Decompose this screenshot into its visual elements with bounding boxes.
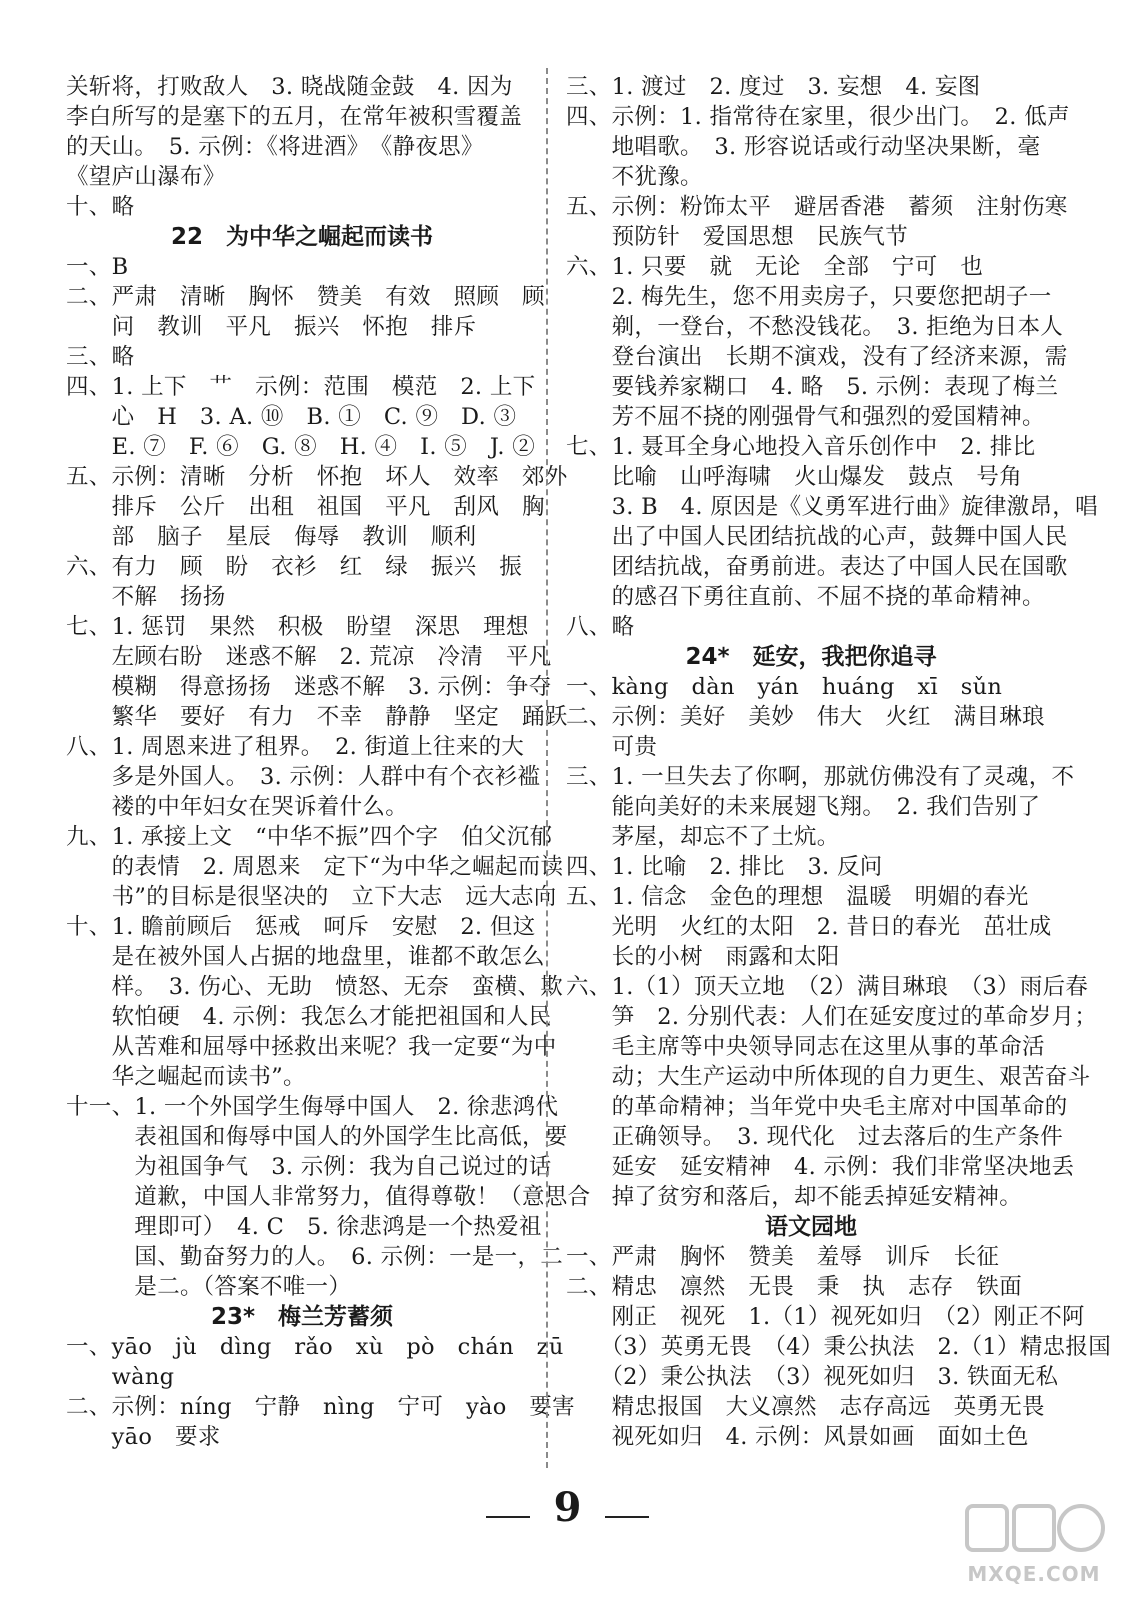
answer-line: 毛主席等中央领导同志在这里从事的革命活 [566,1034,1045,1060]
answer-line: 不犹豫。 [566,164,703,190]
answer-line: 模糊 得意扬扬 迷惑不解 3. 示例：争夺 [66,674,552,700]
answer-line: 八、1. 周恩来进了租界。 2. 街道上往来的大 [66,734,525,760]
answer-line: 六、1.（1）顶天立地 （2）满目琳琅 （3）雨后春 [566,974,1089,1000]
answer-line: 表祖国和侮辱中国人的外国学生比高低，要 [66,1124,568,1150]
section-heading: 语文园地 [765,1214,857,1240]
watermark-logo-icon [959,1500,1109,1562]
answer-line: （2）秉公执法 （3）视死如归 3. 铁面无私 [566,1364,1059,1390]
answer-line: 光明 火红的太阳 2. 昔日的春光 茁壮成 [566,914,1052,940]
answer-line: 2. 梅先生，您不用卖房子，只要您把胡子一 [566,284,1052,310]
answer-line: 九、1. 承接上文 “中华不振”四个字 伯父沉郁 [66,824,553,850]
answer-line: 视死如归 4. 示例：风景如画 面如土色 [566,1424,1029,1450]
answer-line: 软怕硬 4. 示例：我怎么才能把祖国和人民 [66,1004,552,1030]
answer-line: 为祖国争气 3. 示例：我为自己说过的话 [66,1154,552,1180]
answer-line: 十、1. 瞻前顾后 惩戒 呵斥 安慰 2. 但这 [66,914,536,940]
answer-line: 预防针 爱国思想 民族气节 [566,224,909,250]
answer-line: 样。 3. 伤心、无助 愤怒、无奈 蛮横、欺 [66,974,564,1000]
answer-line: 心 H 3. A. ⑩ B. ① C. ⑨ D. ③ [66,404,517,430]
answer-line: 书”的目标是很坚决的 立下大志 远大志向 [66,884,557,910]
answer-line: 能向美好的未来展翅飞翔。 2. 我们告别了 [566,794,1041,820]
answer-line: 华之崛起而读书”。 [66,1064,306,1090]
answer-line: 问 教训 平凡 振兴 怀抱 排斥 [66,314,477,340]
answer-line: yāo 要求 [66,1424,221,1450]
answer-line: 登台演出 长期不演戏，没有了经济来源，需 [566,344,1068,370]
answer-line: 部 脑子 星辰 侮辱 教训 顺利 [66,524,477,550]
answer-line: 一、yāo jù dìng rǎo xù pò chán zū [66,1334,564,1360]
answer-line: 五、示例：粉饰太平 避居香港 蓄须 注射伤寒 [566,194,1068,220]
answer-line: 七、1. 聂耳全身心地投入音乐创作中 2. 排比 [566,434,1036,460]
watermark-text: MXQE.COM [967,1562,1101,1586]
answer-line: 褛的中年妇女在哭诉着什么。 [66,794,409,820]
footer-dash-left [486,1516,530,1518]
answer-line: 繁华 要好 有力 不幸 静静 坚定 踊跃 [66,704,568,730]
page-number: 9 [553,1484,582,1531]
answer-line: 芳不屈不挠的刚强骨气和强烈的爱国精神。 [566,404,1045,430]
answer-line: 五、1. 信念 金色的理想 温暖 明媚的春光 [566,884,1029,910]
site-watermark [959,1500,1109,1590]
answer-line: 的感召下勇往直前、不屈不挠的革命精神。 [566,584,1045,610]
answer-line: 要钱养家糊口 4. 略 5. 示例：表现了梅兰 [566,374,1059,400]
answer-line: 二、示例：美好 美妙 伟大 火红 满目琳琅 [566,704,1045,730]
answer-line: 关斩将，打败敌人 3. 晓战随金鼓 4. 因为 [66,74,513,100]
answer-line: 理即可） 4. C 5. 徐悲鸿是一个热爱祖 [66,1214,542,1240]
answer-line: 是二。（答案不唯一） [66,1274,352,1300]
answer-line: 出了中国人民团结抗战的心声，鼓舞中国人民 [566,524,1068,550]
answer-line: 一、严肃 胸怀 赞美 羞辱 训斥 长征 [566,1244,1000,1270]
section-heading: 22 为中华之崛起而读书 [170,224,433,250]
answer-line: 动；大生产运动中所体现的自力更生、艰苦奋斗 [566,1064,1091,1090]
answer-line: 的表情 2. 周恩来 定下“为中华之崛起而读 [66,854,564,880]
answer-line: 四、1. 比喻 2. 排比 3. 反问 [566,854,883,880]
footer-dash-right [605,1516,649,1518]
answer-line: 一、B [66,254,129,280]
answer-line: 剃，一登台，不愁没钱花。 3. 拒绝为日本人 [566,314,1064,340]
answer-line: 《望庐山瀑布》 [66,164,226,190]
answer-line: 四、示例：1. 指常待在家里，很少出门。 2. 低声 [566,104,1070,130]
answer-line: 不解 扬扬 [66,584,226,610]
answer-line: E. ⑦ F. ⑥ G. ⑧ H. ④ I. ⑤ J. ② [66,434,536,460]
answer-line: 掉了贫穷和落后，却不能丢掉延安精神。 [566,1184,1023,1210]
answer-line: 团结抗战，奋勇前进。表达了中国人民在国歌 [566,554,1068,580]
answer-line: 精忠报国 大义凛然 志存高远 英勇无畏 [566,1394,1045,1420]
answer-line: 三、1. 渡过 2. 度过 3. 妄想 4. 妄图 [566,74,981,100]
answer-line: 十、略 [66,194,135,220]
answer-line: 正确领导。 3. 现代化 过去落后的生产条件 [566,1124,1064,1150]
answer-line: 茅屋，却忘不了土炕。 [566,824,840,850]
answer-line: 是在被外国人占据的地盘里，谁都不敢怎么 [66,944,545,970]
answer-line: 地唱歌。 3. 形容说话或行动坚决果断，毫 [566,134,1041,160]
right-column [566,72,1112,1452]
answer-line: wàng [66,1364,175,1390]
answer-line: 五、示例：清晰 分析 怀抱 坏人 效率 郊外 [66,464,568,490]
answer-line: 左顾右盼 迷惑不解 2. 荒凉 冷清 平凡 [66,644,552,670]
answer-line: 八、略 [566,614,635,640]
answer-line: （3）英勇无畏 （4）秉公执法 2.（1）精忠报国 [566,1334,1112,1360]
answer-line: 排斥 公斤 出租 祖国 平凡 刮风 胸 [66,494,545,520]
answer-line: 二、严肃 清晰 胸怀 赞美 有效 照顾 顾 [66,284,545,310]
answer-line: 的革命精神；当年党中央毛主席对中国革命的 [566,1094,1068,1120]
answer-line: 李白所写的是塞下的五月，在常年被积雪覆盖 [66,104,523,130]
answer-line: 一、kàng dàn yán huáng xī sǔn [566,674,1003,700]
section-heading: 23* 梅兰芳蓄须 [210,1304,394,1330]
section-heading: 24* 延安，我把你追寻 [685,644,937,670]
answer-line: 三、略 [66,344,135,370]
answer-line: 可贵 [566,734,658,760]
answer-line: 国、勤奋努力的人。 6. 示例：一是一，二 [66,1244,564,1270]
answer-line: 从苦难和屈辱中拯救出来呢？我一定要“为中 [66,1034,557,1060]
answer-line: 七、1. 惩罚 果然 积极 盼望 深思 理想 [66,614,529,640]
answer-line: 刚正 视死 1.（1）视死如归 （2）刚正不阿 [566,1304,1085,1330]
answer-line: 的天山。 5. 示例：《将进酒》 《静夜思》 [66,134,484,160]
answer-line: 3. B 4. 原因是《义勇军进行曲》旋律激昂，唱 [566,494,1098,520]
answer-line: 延安 延安精神 4. 示例：我们非常坚决地丢 [566,1154,1075,1180]
answer-line: 比喻 山呼海啸 火山爆发 鼓点 号角 [566,464,1023,490]
column-divider [546,68,548,1468]
answer-line: 多是外国人。 3. 示例：人群中有个衣衫褴 [66,764,541,790]
answer-line: 笋 2. 分别代表：人们在延安度过的革命岁月； [566,1004,1098,1030]
answer-line: 三、1. 一旦失去了你啊，那就仿佛没有了灵魂，不 [566,764,1075,790]
answer-line: 四、1. 上下 艹 示例：范围 模范 2. 上下 [66,374,536,400]
left-column [66,72,591,1452]
answer-line: 六、有力 顾 盼 衣衫 红 绿 振兴 振 [66,554,523,580]
answer-line: 二、示例：níng 宁静 nìng 宁可 yào 要害 [66,1394,575,1420]
answer-line: 二、精忠 凛然 无畏 秉 执 志存 铁面 [566,1274,1023,1300]
answer-line: 道歉，中国人非常努力，值得尊敬！（意思合 [66,1184,591,1210]
answer-line: 长的小树 雨露和太阳 [566,944,840,970]
answer-line: 六、1. 只要 就 无论 全部 宁可 也 [566,254,984,280]
answer-line: 十一、1. 一个外国学生侮辱中国人 2. 徐悲鸿代 [66,1094,559,1120]
